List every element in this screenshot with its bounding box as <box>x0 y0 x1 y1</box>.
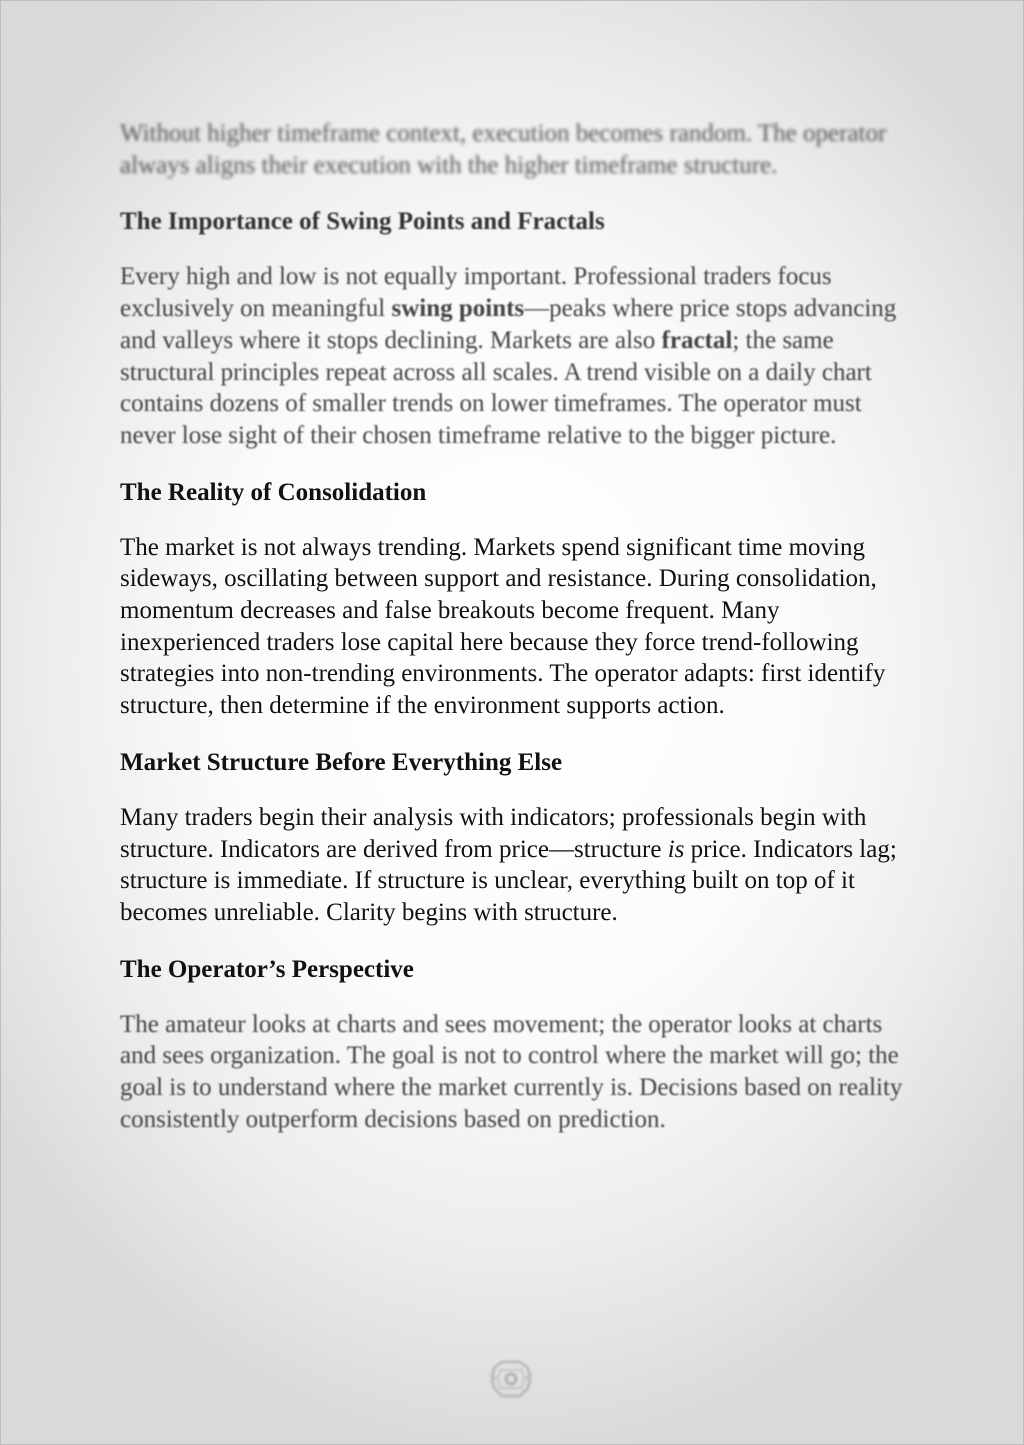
heading-perspective: The Operator’s Perspective <box>120 955 414 983</box>
structure-text-2: price. Indicators lag; structure is immediate. If structure is unclear, everything built on top of it becomes unreliable. Clarity begins with structure. <box>120 835 897 926</box>
document-body <box>120 118 910 1135</box>
structure-text-1: Many traders begin their analysis with indicators; professionals begin with structure. Indicators are derived from price—structure <box>120 803 867 863</box>
market-structure-paragraph <box>120 802 910 929</box>
swing-text-2: —peaks where price stops advancing and valleys where it stops declining. Markets are also <box>120 295 897 354</box>
heading-swing-points: The Importance of Swing Points and Fractals <box>120 208 605 236</box>
swing-points-paragraph <box>120 261 910 451</box>
swing-text-3: ; the same structural principles repeat across all scales. A trend visible on a daily chart contains dozens of smaller trends on lower timeframes. The operator must never lose sight of their chosen timeframe relative to the bigger picture. <box>120 326 872 449</box>
heading-consolidation: The Reality of Consolidation <box>120 478 427 506</box>
swing-points-term: swing points <box>391 295 525 323</box>
emblem-icon <box>486 1358 536 1400</box>
fractal-term: fractal <box>661 326 733 354</box>
perspective-paragraph: The amateur looks at charts and sees movement; the operator looks at charts and sees organization. The goal is not to control where the market will go; the goal is to understand where the market currently is. Decisions based on reality consistently outperform decisions based on prediction. <box>120 1010 903 1133</box>
intro-paragraph: Without higher timeframe context, execution becomes random. The operator always aligns their execution with the higher timeframe structure. <box>120 120 887 179</box>
swing-text-1: Every high and low is not equally important. Professional traders focus exclusively on meaningful <box>120 263 832 323</box>
structure-emphasis: is <box>667 835 685 863</box>
emblem-icon-svg <box>486 1358 536 1400</box>
consolidation-paragraph: The market is not always trending. Markets spend significant time moving sideways, oscillating between support and resistance. During consolidation, momentum decreases and false breakouts become frequent. Many inexperienced traders lose capital here because they force trend-following strategies into non-trending environments. The operator adapts: first identify structure, then determine if the environment supports action. <box>120 533 886 720</box>
heading-market-structure: Market Structure Before Everything Else <box>120 748 563 776</box>
